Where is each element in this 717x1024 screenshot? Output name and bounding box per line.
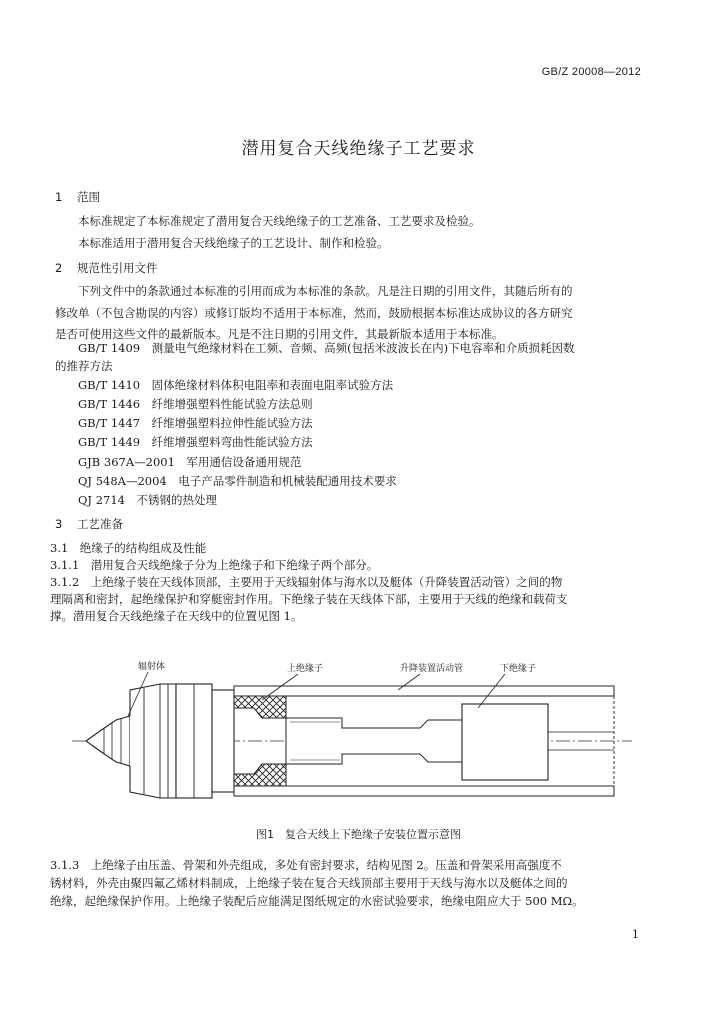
section-title: 范围 xyxy=(77,190,100,204)
paragraph-line: 是否可使用这些文件的最新版本。凡是不注日期的引用文件，其最新版本适用于本标准。 xyxy=(55,327,504,341)
section-number: 2 xyxy=(55,261,63,275)
clause: 3.1.1 潜用复合天线绝缘子分为上绝缘子和下绝缘子两个部分。 xyxy=(50,558,379,572)
label-lift-tube: 升降装置活动管 xyxy=(400,664,464,674)
radiator-body xyxy=(130,684,176,798)
clause-line: 锈材料，外壳由聚四氟乙烯材料制成，上绝缘子装在复合天线顶部主要用于天线与海水以及艇体之间的 xyxy=(50,876,568,890)
paragraph-line: 下列文件中的条款通过本标准的引用而成为本标准的条款。凡是注日期的引用文件，其随后所有的 xyxy=(78,284,573,298)
reference-item: GB/T 1447 纤维增强塑料拉伸性能试验方法 xyxy=(78,416,313,430)
section-number: 3 xyxy=(55,517,63,531)
page-number: 1 xyxy=(632,928,639,941)
reference-item: GB/T 1446 纤维增强塑料性能试验方法总则 xyxy=(78,397,313,411)
clause-line: 绝缘，起绝缘保护作用。上绝缘子装配后应能满足图纸规定的水密试验要求，绝缘电阻应大于 500 MΩ。 xyxy=(50,894,584,908)
standard-code: GB/Z 20008—2012 xyxy=(541,66,641,78)
paragraph: 本标准规定了本标准规定了潜用复合天线绝缘子的工艺准备、工艺要求及检验。 xyxy=(78,214,481,228)
label-radiator: 辐射体 xyxy=(138,662,166,672)
reference-item: 的推荐方法 xyxy=(55,359,113,373)
document-title: 潜用复合天线绝缘子工艺要求 xyxy=(241,139,476,159)
label-lower-insulator: 下绝缘子 xyxy=(500,664,537,674)
radiator-nose xyxy=(86,716,130,766)
inner-shaft xyxy=(286,718,462,764)
paragraph-line: 修改单（不包含勘误的内容）或修订版均不适用于本标准，然而，鼓励根据本标准达成协议的各方研究 xyxy=(55,306,573,320)
section-title: 工艺准备 xyxy=(77,517,123,531)
figure-1-caption: 图1 复合天线上下绝缘子安装位置示意图 xyxy=(256,828,461,841)
reference-item: GB/T 1410 固体绝缘材料体积电阻率和表面电阻率试验方法 xyxy=(78,378,394,392)
section-title: 规范性引用文件 xyxy=(77,261,158,275)
reference-item: QJ 548A—2004 电子产品零件制造和机械装配通用技术要求 xyxy=(78,474,397,488)
section-number: 1 xyxy=(55,190,63,204)
label-upper-insulator: 上绝缘子 xyxy=(287,664,324,674)
reference-item: GB/T 1449 纤维增强塑料弯曲性能试验方法 xyxy=(78,435,313,449)
clause-line: 3.1.3 上绝缘子由压盖、骨架和外壳组成，多处有密封要求，结构见图 2。压盖和骨架采用高强度不 xyxy=(50,858,562,872)
clause-line: 理隔离和密封，起绝缘保护和穿艇密封作用。下绝缘子装在天线体下部，主要用于天线的绝缘和载荷支 xyxy=(50,592,568,606)
clause-line: 3.1.2 上绝缘子装在天线体顶部，主要用于天线辐射体与海水以及艇体（升降装置活动管）之间的物 xyxy=(50,575,563,589)
reference-item: GB/T 1409 测量电气绝缘材料在工频、音频、高频(包括米波波长在内)下电容率和介质损耗因数 xyxy=(78,341,575,355)
subsection-heading: 3.1 绝缘子的结构组成及性能 xyxy=(50,541,207,555)
reference-item: GJB 367A—2001 军用通信设备通用规范 xyxy=(78,455,302,469)
lower-insulator xyxy=(462,704,548,780)
reference-item: QJ 2714 不锈钢的热处理 xyxy=(78,493,217,507)
paragraph: 本标准适用于潜用复合天线绝缘子的工艺设计、制作和检验。 xyxy=(78,236,389,250)
clause-line: 撑。潜用复合天线绝缘子在天线中的位置见图 1。 xyxy=(50,609,303,623)
